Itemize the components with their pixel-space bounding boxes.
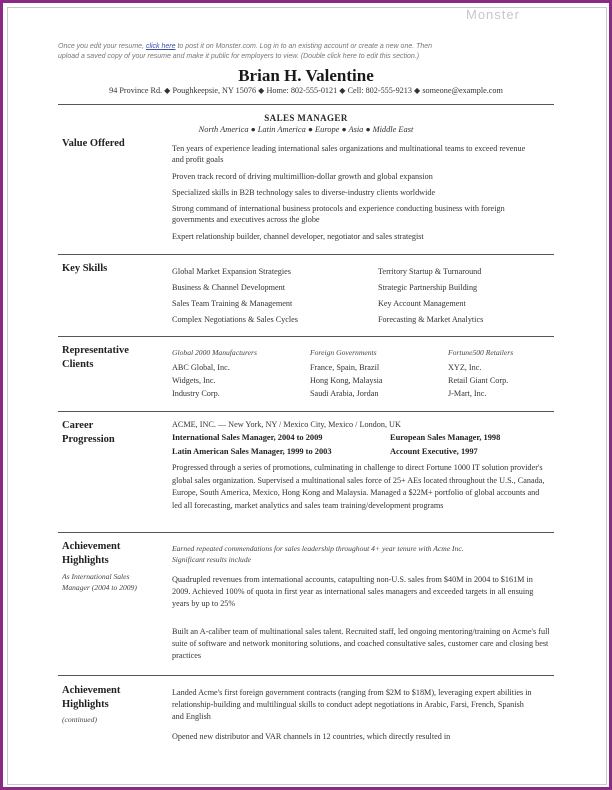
divider <box>58 675 554 676</box>
achievements-subheading: As International Sales <box>62 572 130 581</box>
client-column-header: Foreign Governments <box>310 348 377 357</box>
achievement-item: Landed Acme's first foreign government contracts (ranging from $2M to $18M), leveraging expert abilities in relationship-building and multilingual skills to conduct adept negotiations in Arabic, Farsi, French, Spanish and English <box>172 688 532 721</box>
role-title: International Sales Manager, 2004 to 2009 <box>172 433 323 442</box>
value-offered-heading: Value Offered <box>62 138 125 149</box>
client-item: France, Spain, Brazil <box>310 363 380 372</box>
role-title: Latin American Sales Manager, 1999 to 2003 <box>172 447 332 456</box>
achievements-heading-line-2: Highlights <box>62 555 109 566</box>
achievement-item: Quadrupled revenues from international accounts, catapulting non-U.S. sales from $40M in 2004 to $161M in 2009. Achieved 100% of quota in first year as international sales managers and exceeded targets in all ensuing years by up to 25% <box>172 575 534 608</box>
achievements-heading-line-1: Achievement <box>62 541 121 552</box>
clients-heading-line-1: Representative <box>62 345 129 356</box>
client-item: Hong Kong, Malaysia <box>310 376 383 385</box>
career-heading-line-2: Progression <box>62 434 115 445</box>
achievements-intro: Significant results include <box>172 555 252 564</box>
objective-regions: North America ● Latin America ● Europe ● Asia ● Middle East <box>198 125 414 134</box>
objective-title: SALES MANAGER <box>264 113 348 123</box>
value-item: Expert relationship builder, channel developer, negotiator and sales strategist <box>172 232 424 241</box>
achievements-continued-heading-line-1: Achievement <box>62 685 121 696</box>
client-item: Saudi Arabia, Jordan <box>310 389 379 398</box>
instruction-line-1 <box>58 43 432 50</box>
skill-item: Business & Channel Development <box>172 283 286 292</box>
divider <box>58 336 554 337</box>
achievement-item: Opened new distributor and VAR channels in 12 countries, which directly resulted in <box>172 732 451 741</box>
client-item: XYZ, Inc. <box>448 363 482 372</box>
instruction-line-2: upload a saved copy of your resume and make it public for employers to view. (Double click here to edit this section.) <box>58 53 420 60</box>
value-item: Proven track record of driving multimillion-dollar growth and global expansion <box>172 172 433 181</box>
skill-item: Global Market Expansion Strategies <box>172 267 291 276</box>
skill-item: Forecasting & Market Analytics <box>378 315 484 324</box>
divider <box>58 532 554 533</box>
divider <box>58 254 554 255</box>
applicant-name: Brian H. Valentine <box>238 66 374 85</box>
employer-line: ACME, INC. — New York, NY / Mexico City, Mexico / London, UK <box>172 420 401 429</box>
client-item: J-Mart, Inc. <box>448 389 487 398</box>
click-here-link[interactable]: click here <box>145 43 176 50</box>
client-column-header: Global 2000 Manufacturers <box>172 348 257 357</box>
skill-item: Key Account Management <box>378 299 466 308</box>
career-heading-line-1: Career <box>62 420 94 431</box>
divider <box>58 411 554 412</box>
skill-item: Sales Team Training & Management <box>172 299 293 308</box>
client-item: Retail Giant Corp. <box>448 376 509 385</box>
clients-heading-line-2: Clients <box>62 359 94 370</box>
client-item: ABC Global, Inc. <box>172 363 230 372</box>
role-title: European Sales Manager, 1998 <box>390 433 501 442</box>
achievements-continued-subheading: (continued) <box>62 715 98 724</box>
career-description: Progressed through a series of promotions, culminating in challenge to direct Fortune 1000 IT solution provider's global sales organization. Supervised a multinational sales force of 25+ AEs located throughout the U.S., Canada, Europe, South America, Mexico, Hong Kong and Malaysia. Managed a $22M+ portfolio of global accounts and led all forecasting, market analytics and sales team training/development programs <box>172 463 545 510</box>
achievements-subheading: Manager (2004 to 2009) <box>62 583 137 592</box>
value-item: Specialized skills in B2B technology sales to diverse-industry clients worldwide <box>172 188 436 197</box>
divider <box>58 104 554 105</box>
contact-line: 94 Province Rd. ◆ Poughkeepsie, NY 15076 ◆ Home: 802-555-0121 ◆ Cell: 802-555-9213 ◆ someone@example.com <box>109 86 503 95</box>
client-column-header: Fortune500 Retailers <box>448 348 514 357</box>
client-item: Widgets, Inc. <box>172 376 216 385</box>
key-skills-heading: Key Skills <box>62 263 108 274</box>
instruction-text-pre: Once you edit your resume, <box>58 43 146 50</box>
achievements-intro: Earned repeated commendations for sales leadership throughout 4+ year tenure with Acme Inc. <box>172 544 464 553</box>
value-item: Ten years of experience leading international sales organizations and multinational teams to exceed revenue and profit goals <box>172 144 526 164</box>
skill-item: Complex Negotiations & Sales Cycles <box>172 315 298 324</box>
brand-watermark: Monster <box>466 7 520 22</box>
resume-sheet <box>7 7 607 785</box>
instruction-text-post: to post it on Monster.com. Log in to an existing account or create a new one. Then <box>175 43 433 50</box>
value-item: Strong command of international business protocols and experience conducting business with foreign governments and executives across the globe <box>172 204 505 224</box>
skill-item: Strategic Partnership Building <box>378 283 478 292</box>
achievements-continued-heading-line-2: Highlights <box>62 699 109 710</box>
role-title: Account Executive, 1997 <box>390 447 478 456</box>
skill-item: Territory Startup & Turnaround <box>378 267 482 276</box>
achievement-item: Built an A-caliber team of multinational sales talent. Recruited staff, led ongoing mentoring/training on Acme's full suite of software and network monitoring solutions, and coached consultative sales, customer care and closing best practices <box>172 627 550 660</box>
client-item: Industry Corp. <box>172 389 220 398</box>
